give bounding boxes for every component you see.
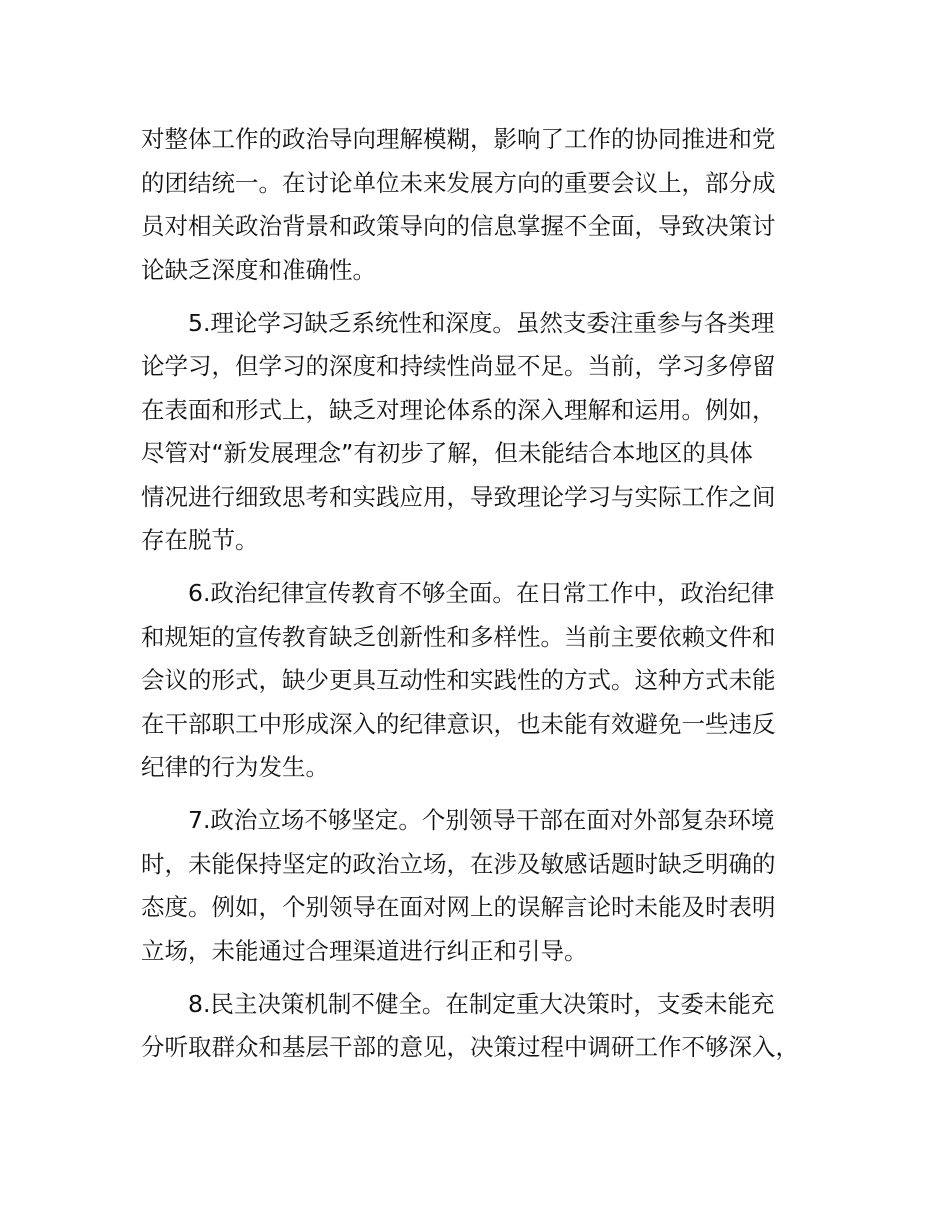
text-line: 论缺乏深度和准确性。 bbox=[141, 255, 376, 284]
text-line: 纪律的行为发生。 bbox=[141, 753, 329, 781]
text-line: 5.理论学习缺乏系统性和深度。虽然支委注重参与各类理 bbox=[188, 308, 775, 337]
text-line: 和规矩的宣传教育缺乏创新性和多样性。当前主要依赖文件和 bbox=[141, 622, 776, 651]
paragraph-item-5 bbox=[141, 302, 841, 563]
text-line: 尽管对“新发展理念”有初步了解，但未能结合本地区的具体 bbox=[141, 439, 753, 467]
paragraph-continuation bbox=[141, 118, 841, 292]
paragraph-item-7 bbox=[141, 799, 841, 973]
text-line: 在干部职工中形成深入的纪律意识，也未能有效避免一些违反 bbox=[141, 709, 776, 738]
paragraph-item-8 bbox=[141, 983, 841, 1070]
document-body bbox=[141, 118, 841, 1070]
text-line: 会议的形式，缺少更具互动性和实践性的方式。这种方式未能 bbox=[141, 666, 776, 694]
text-line: 存在脱节。 bbox=[141, 526, 259, 554]
text-line: 的团结统一。在讨论单位未来发展方向的重要会议上，部分成 bbox=[141, 168, 776, 197]
text-line: 8.民主决策机制不健全。在制定重大决策时，支委未能充 bbox=[188, 989, 775, 1018]
text-line: 7.政治立场不够坚定。个别领导干部在面对外部复杂环境 bbox=[188, 806, 775, 834]
text-line: 分听取群众和基层干部的意见，决策过程中调研工作不够深入， bbox=[141, 1033, 799, 1061]
text-line: 在表面和形式上，缺乏对理论体系的深入理解和运用。例如， bbox=[141, 395, 776, 424]
text-line: 对整体工作的政治导向理解模糊，影响了工作的协同推进和党 bbox=[141, 125, 776, 153]
text-line: 论学习，但学习的深度和持续性尚显不足。当前，学习多停留 bbox=[141, 352, 776, 380]
text-line: 立场，未能通过合理渠道进行纠正和引导。 bbox=[141, 936, 588, 965]
text-line: 时，未能保持坚定的政治立场，在涉及敏感话题时缺乏明确的 bbox=[141, 849, 776, 878]
text-line: 员对相关政治背景和政策导向的信息掌握不全面，导致决策讨 bbox=[141, 212, 776, 240]
paragraph-item-6 bbox=[141, 572, 841, 790]
text-line: 6.政治纪律宣传教育不够全面。在日常工作中，政治纪律 bbox=[188, 579, 775, 607]
text-line: 情况进行细致思考和实践应用，导致理论学习与实际工作之间 bbox=[141, 482, 776, 511]
text-line: 态度。例如，个别领导在面对网上的误解言论时未能及时表明 bbox=[141, 893, 776, 921]
